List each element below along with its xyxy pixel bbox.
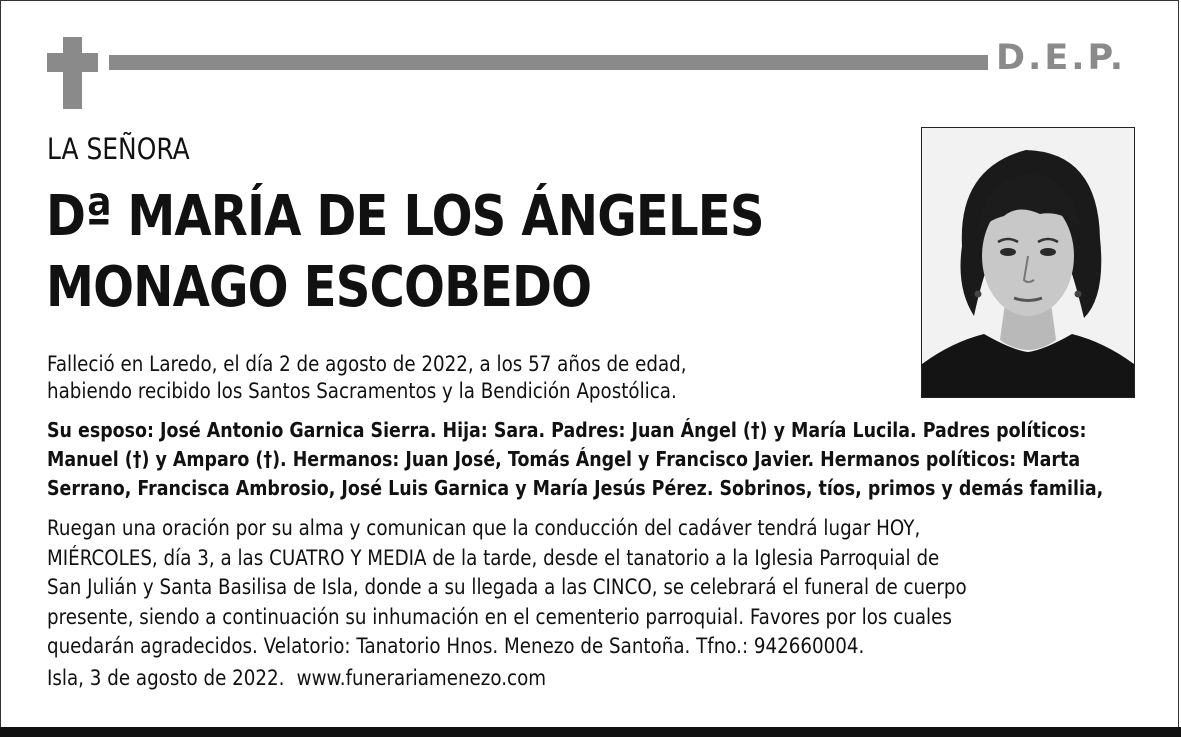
deceased-name-line-1: Dª MARÍA DE LOS ÁNGELES bbox=[46, 184, 764, 249]
intro-line: Falleció en Laredo, el día 2 de agosto de 2022, a los 57 años de edad, bbox=[47, 352, 687, 376]
ceremony-line: Ruegan una oración por su alma y comunican que la conducción del cadáver tendrá lugar HOY, bbox=[47, 516, 921, 540]
family-line: Su esposo: José Antonio Garnica Sierra. Hija: Sara. Padres: Juan Ángel (†) y María Lucila. Padres políticos: bbox=[47, 418, 1087, 442]
ceremony-line: San Julián y Santa Basilisa de Isla, donde a su llegada a las CINCO, se celebrará el funeral de cuerpo bbox=[47, 575, 967, 599]
deceased-name-line-2: MONAGO ESCOBEDO bbox=[46, 255, 592, 320]
ceremony-details bbox=[47, 514, 967, 662]
footer bbox=[47, 665, 546, 692]
portrait-photo bbox=[921, 127, 1135, 398]
family-line: Manuel (†) y Amparo (†). Hermanos: Juan José, Tomás Ángel y Francisco Javier. Hermanos políticos: Marta bbox=[47, 447, 1081, 471]
ceremony-line: MIÉRCOLES, día 3, a las CUATRO Y MEDIA de la tarde, desde el tanatorio a la Iglesia Parroquial de bbox=[47, 545, 940, 570]
honorific: LA SEÑORA bbox=[47, 132, 190, 166]
cross-vertical-bar bbox=[63, 37, 82, 109]
portrait-illustration bbox=[922, 128, 1134, 397]
header-rule bbox=[109, 55, 988, 70]
website-link[interactable]: www.funerariamenezo.com bbox=[296, 666, 547, 690]
family-list bbox=[47, 416, 1103, 503]
intro-line: habiendo recibido los Santos Sacramentos y la Bendición Apostólica. bbox=[47, 379, 677, 403]
dep-heading: D.E.P. bbox=[996, 38, 1127, 78]
place-date: Isla, 3 de agosto de 2022. bbox=[47, 666, 285, 690]
bottom-rule bbox=[0, 727, 1181, 737]
death-announcement bbox=[47, 351, 687, 405]
ceremony-line: presente, siendo a continuación su inhumación en el cementerio parroquial. Favores por los cuales bbox=[47, 604, 952, 629]
family-line: Serrano, Francisca Ambrosio, José Luis Garnica y María Jesús Pérez. Sobrinos, tíos, primos y demás familia, bbox=[47, 476, 1104, 500]
ceremony-line: quedarán agradecidos. Velatorio: Tanatorio Hnos. Menezo de Santoña. Tfno.: 942660004. bbox=[47, 634, 865, 658]
cross-horizontal-bar bbox=[47, 53, 98, 72]
